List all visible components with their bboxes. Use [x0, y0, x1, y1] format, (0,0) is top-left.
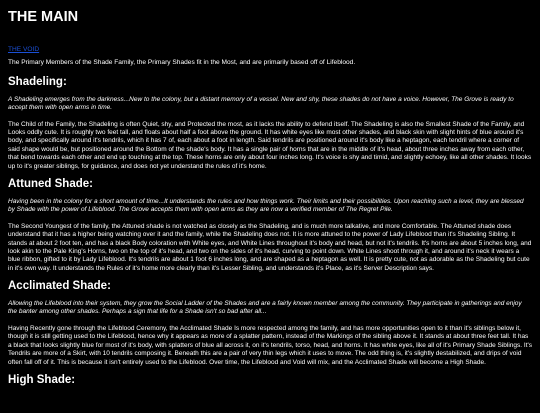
section-body: Having Recently gone through the Lifeblood Ceremony, the Acclimated Shade Is more respected among the family, and has more opportunities open to it than it's siblings below it, though it is still getting used to the Lifeblood, hence why it appears as more of a splatter pattern, instead of the Markings of the sibling above it. It stands at about three feet tall. It has a black that looks slightly blue for most of it's body, with splatters of blue all across it, on it's tendrils, torso, head, and horns. It has white eyes, like all of it's Primary Shade Siblings. It's Tendrils are more of a Skirt, with 10 tendrils composing it. Beneath this are a pair of very thin legs which it uses to move. The odd thing is, it's slightly destabilized, and drips of void often fall off of it. This is because it isn't entirely used to the Lifeblood. Over time, the Lifeblood and Void will mix, and the Acclimated Shade will become a High Shade.: [8, 324, 533, 366]
section-acclimated-shade: [8, 280, 532, 367]
section-body: The Child of the Family, the Shadeling is often Quiet, shy, and Protected the most, as it lacks the ability to defend itself. The Shadeling is also the Smallest Shade of the Family, and Looks oddly cute. It is roughly two feet tall, and floats about half a foot above the ground. It has white eyes like most other shades, and black skin with slight hints of blue around it's body, and specifically around it's tendrils, which it has 7 of, each about a foot in length. Said tendrils are positioned around it's body like a heptagon, each tendril where a corner of said shape would be, but positioned around the Bottom of the shade's body. It has a single pair of horns that are in the middle of it's head, about three inches away from each other, that bend towards each other and end up touching at the top. These horns are only about four inches long. It's voice is shy and timid, and slightly echoey, like all other shades. It looks up to it's greater siblings, for guidance, and does not yet understand the rules of it's home.: [8, 120, 532, 170]
section-heading: Acclimated Shade:: [8, 280, 111, 293]
section-lede: Allowing the Lifeblood into their system, they grow the Social Ladder of the Shades and are a fairly known member among the community. They participate in gatherings and enjoy the banter among other shades. Perhaps a sign that life for a Shade isn't so bad after all...: [8, 300, 522, 316]
section-attuned-shade: [8, 178, 532, 273]
section-shadeling: [8, 76, 532, 171]
section-lede: A Shadeling emerges from the darkness...New to the colony, but a distant memory of a vessel. New and shy, these shades do not have a voice. However, The Grove is ready to accept them with open arms in time.: [8, 95, 514, 112]
section-high-shade: [8, 374, 532, 387]
page-title: THE MAIN: [8, 9, 79, 25]
section-heading: High Shade:: [8, 374, 76, 387]
section-lede: Having been in the colony for a short amount of time...It understands the rules and how things work. Their limits and their possibilities. Upon reaching such a level, they are blessed by Shade with the power of Lifeblood. The Grove accepts them with open arms as they are now a verified member of The Regret Pile.: [8, 197, 524, 214]
section-heading: Shadeling:: [8, 76, 67, 89]
section-body: The Second Youngest of the family, the Attuned shade is not watched as closely as the Shadeling, and is much more talkative, and more Comfortable. The Attuned shade does understand that it has a higher being watching over it and the family, while the Shadeling does not. It is more attuned to the power of Lady Lifeblood than it's Shadeling Sibling. It stands at about 2 foot ten, and has a black Body coloration with White eyes, and White Lines throughout it's body and head, but not it's tendrils. It's horns are about 5 inches long, and look akin to the Pale King's Horns, two on the top of it's head, and two on the sides of it's head, curving to point down. White Lines shoot through it, and around it's neck it wears a blue ribbon, gifted to it by Lady Lifeblood. It's tendrils are about 1 foot 6 inches long, and are shaped as a heptagon as well. It is pretty cute, not as adorable as the Shadeling but cute in it's own way. It understands the Rules of it's home more clearly than it's Lesser Sibling, and understands it's Place, as it's Server Description says.: [8, 222, 532, 272]
page-intro: The Primary Members of the Shade Family, the Primary Shades fit in the Most, and are primarily based off of Lifeblood.: [8, 58, 356, 66]
section-heading: Attuned Shade:: [8, 178, 93, 191]
the-void-link[interactable]: THE VOID: [8, 45, 40, 53]
